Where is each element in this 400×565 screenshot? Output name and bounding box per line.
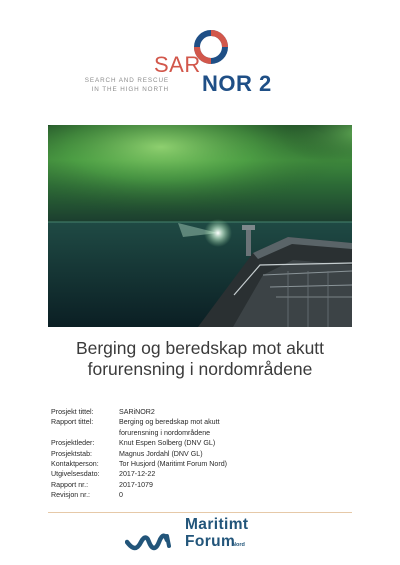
sarinor-logo <box>84 26 283 101</box>
report-metadata <box>51 407 351 501</box>
report-title <box>30 338 370 380</box>
meta-row <box>51 417 351 438</box>
footer-logo-line-3: Nord <box>232 542 245 548</box>
logo-nor-text: NOR 2 <box>202 71 272 96</box>
meta-value: SARiNOR2 <box>119 408 155 416</box>
wave-icon <box>125 530 175 552</box>
logo-tagline-1: SEARCH AND RESCUE <box>84 77 169 84</box>
logo-sar-text: SAR <box>154 52 201 77</box>
meta-row <box>51 480 351 490</box>
footer-divider <box>48 512 352 513</box>
meta-label: Kontaktperson: <box>51 460 99 469</box>
logo-tagline-2: IN THE HIGH NORTH <box>91 86 169 93</box>
meta-value <box>119 417 351 438</box>
meta-value-line: Berging og beredskap mot akutt <box>119 418 220 427</box>
meta-value: 2017-1079 <box>119 480 153 489</box>
meta-value: 0 <box>119 491 123 500</box>
footer-logo-line-1: Maritimt <box>185 516 249 533</box>
meta-row <box>51 449 351 459</box>
meta-row <box>51 469 351 479</box>
meta-value: Knut Espen Solberg (DNV GL) <box>119 439 216 448</box>
meta-label: Rapport nr.: <box>51 480 89 489</box>
meta-value: Magnus Jordahl (DNV GL) <box>119 449 203 458</box>
meta-label: Prosjekt tittel: <box>51 408 94 416</box>
cover-photo <box>48 125 352 327</box>
meta-label: Prosjektleder: <box>51 439 95 448</box>
report-title-line-1: Berging og beredskap mot akutt <box>75 338 325 358</box>
meta-row <box>51 490 351 500</box>
meta-value: Tor Husjord (Maritimt Forum Nord) <box>119 460 227 469</box>
meta-value: 2017-12-22 <box>119 470 156 479</box>
meta-row <box>51 407 351 417</box>
meta-value-line: forurensning i nordområdene <box>119 428 211 437</box>
meta-label: Rapport tittel: <box>51 418 94 427</box>
report-title-line-2: forurensning i nordområdene <box>87 359 313 379</box>
meta-label: Utgivelsesdato: <box>51 470 100 479</box>
meta-label: Prosjektstab: <box>51 449 93 458</box>
meta-row <box>51 438 351 448</box>
footer-logo-line-2: Forum <box>185 533 236 550</box>
meta-label: Revisjon nr.: <box>51 491 91 500</box>
meta-row <box>51 459 351 469</box>
